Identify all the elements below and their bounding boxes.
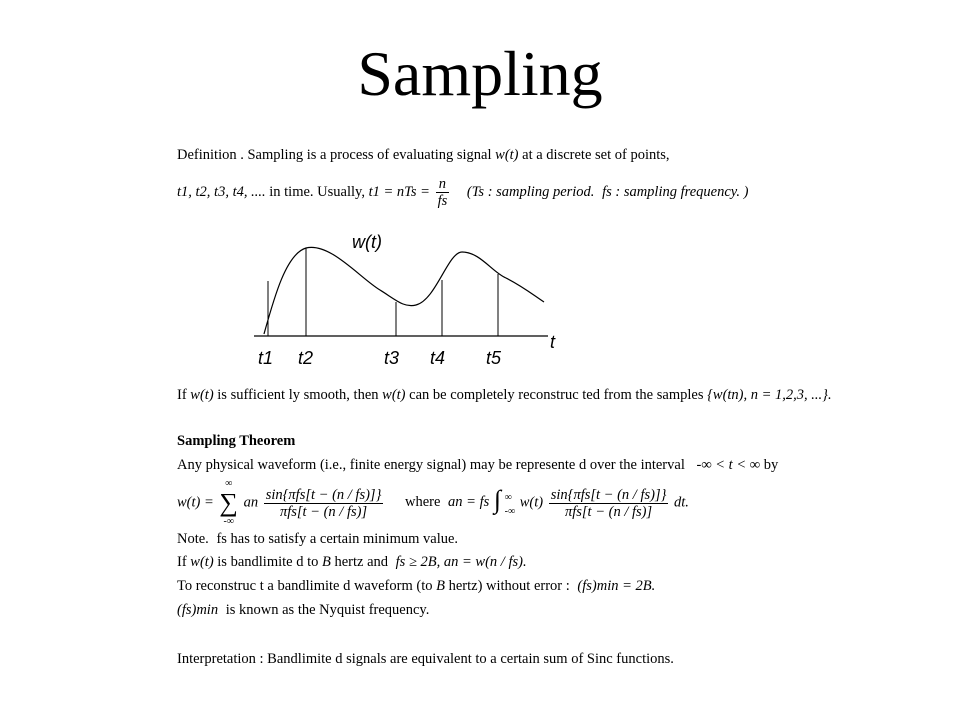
recon-B: B — [436, 578, 445, 594]
sinc-fraction — [264, 487, 384, 520]
band-text-2: is bandlimite d to — [217, 554, 319, 570]
sampling-equation — [177, 478, 689, 528]
curve-label: w(t) — [352, 232, 382, 252]
recon-equation: (fs)min = 2B. — [577, 578, 656, 594]
fraction-n-over-fs — [436, 176, 450, 209]
where-label: where — [405, 494, 441, 511]
nyquist-text: is known as the Nyquist frequency. — [225, 602, 430, 618]
summation-symbol: ∞ ∑ -∞ — [219, 478, 238, 527]
theorem-text-1: Any physical waveform (i.e., finite energy signal) may be represente d over the interval — [177, 457, 685, 473]
theorem-line-1 — [177, 456, 778, 474]
integral-sinc-numerator: sin{πfs[t − (n / fs)]} — [550, 486, 667, 503]
definition-label: Definition — [177, 147, 237, 163]
sample-label-1: t1 — [258, 348, 274, 368]
note-line — [177, 530, 458, 548]
note-text: fs has to satisfy a certain minimum value. — [216, 531, 459, 547]
smooth-text-1: If — [177, 387, 187, 403]
band-text-3: hertz and — [334, 554, 389, 570]
equation-lhs: w(t) = — [177, 494, 214, 511]
nyquist-symbol: (fs)min — [177, 602, 219, 618]
interval: -∞ < t < ∞ — [696, 457, 761, 473]
definition-text-1: . Sampling is a process of evaluating signal — [240, 147, 492, 163]
definition-line-1 — [177, 146, 670, 164]
smooth-signal-2: w(t) — [382, 387, 406, 403]
nyquist-line — [177, 601, 429, 619]
interpretation-line: Interpretation : Bandlimite d signals are equivalent to a certain sum of Sinc functions. — [177, 651, 674, 667]
samples-set: {w(tn), n = 1,2,3, ...}. — [707, 387, 832, 403]
integral-upper-limit: ∞ — [504, 491, 512, 503]
sample-label-3: t3 — [384, 348, 400, 368]
coefficient-definition: an = fs — [448, 494, 490, 511]
integral-sinc-denominator: πfs[t − (n / fs)] — [564, 503, 653, 520]
band-signal: w(t) — [190, 554, 214, 570]
definition-signal: w(t) — [495, 147, 519, 163]
sample-relation: t1 = nTs = — [368, 183, 430, 200]
integral-symbol: ∫ ∞ -∞ — [493, 485, 516, 517]
page-title: Sampling — [357, 38, 603, 109]
integral-lower-limit: -∞ — [504, 505, 516, 517]
definition-text-2: at a discrete set of points, — [522, 147, 670, 163]
integrand: w(t) — [519, 494, 544, 511]
sinc-numerator: sin{πfs[t − (n / fs)]} — [265, 486, 382, 503]
sum-lower-limit: -∞ — [223, 516, 234, 527]
sample-label-2: t2 — [298, 348, 314, 368]
coefficient-an: an — [243, 494, 259, 511]
sinc-denominator: πfs[t − (n / fs)] — [279, 503, 368, 520]
definition-line-2 — [177, 176, 749, 209]
theorem-heading: Sampling Theorem — [177, 433, 296, 449]
bandlimited-line — [177, 553, 527, 571]
smooth-line — [177, 386, 832, 404]
smooth-text-2: is sufficient ly smooth, then — [217, 387, 379, 403]
band-condition: fs ≥ 2B, an = w(n / fs). — [395, 554, 527, 570]
sample-points: t1, t2, t3, t4, .... — [177, 183, 266, 200]
note-label: Note. — [177, 531, 209, 547]
band-text-1: If — [177, 554, 187, 570]
smooth-signal: w(t) — [190, 387, 214, 403]
band-B: B — [322, 554, 331, 570]
recon-text-2: hertz) without error : — [448, 578, 570, 594]
smooth-text-3: can be completely reconstruc ted from the samples — [409, 387, 704, 403]
sampling-figure — [230, 228, 590, 378]
sampling-frequency-note: fs : sampling frequency. ) — [602, 183, 749, 200]
sample-label-4: t4 — [430, 348, 446, 368]
integral-sinc-fraction — [549, 487, 669, 520]
definition-text-3: in time. Usually, — [269, 183, 365, 200]
differential: dt. — [674, 494, 689, 511]
recon-text-1: To reconstruc t a bandlimite d waveform (to — [177, 578, 433, 594]
sample-label-5: t5 — [486, 348, 502, 368]
fraction-numerator: n — [436, 176, 450, 193]
theorem-by: by — [763, 457, 779, 473]
reconstruct-line — [177, 577, 655, 595]
axis-label: t — [550, 332, 556, 352]
sampling-period-note: (Ts : sampling period. — [466, 183, 595, 200]
sum-upper-limit: ∞ — [225, 478, 233, 489]
fraction-denominator: fs — [437, 193, 448, 209]
